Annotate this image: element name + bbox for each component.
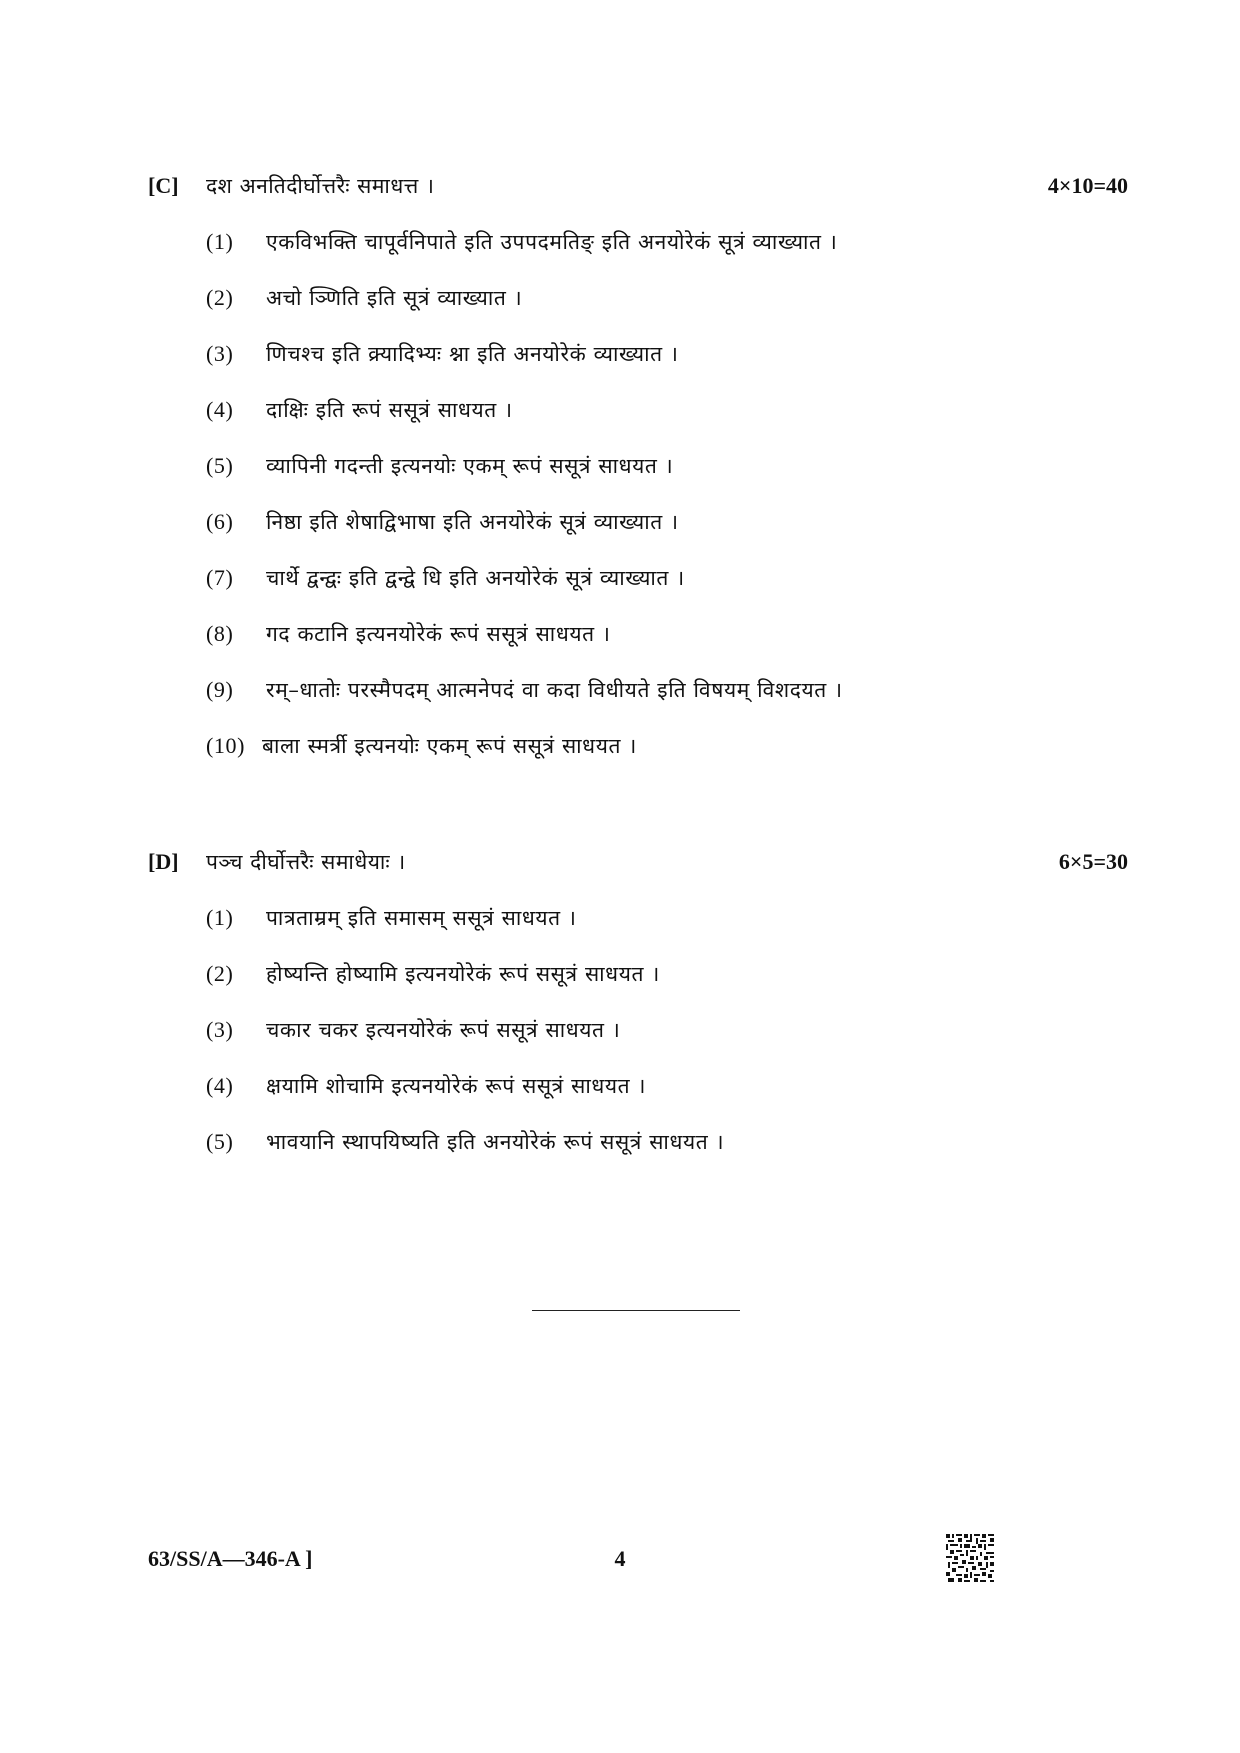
section-d-header [148, 848, 1128, 888]
question-number: (5) [206, 453, 234, 478]
section-c-marks: 4×10=40 [1047, 173, 1128, 198]
question-text: अचो ञ्णिति इति सूत्रं व्याख्यात । [266, 286, 523, 310]
question-text: पात्रताम्रम् इति समासम् ससूत्रं साधयत । [266, 906, 577, 930]
question-number: (8) [206, 621, 234, 646]
question-item [206, 960, 1128, 1016]
question-item [206, 452, 1128, 508]
question-number: (10) [206, 733, 246, 758]
section-d-title: पञ्च दीर्घोत्तरैः समाधेयाः । [206, 850, 406, 874]
question-item [206, 228, 1128, 284]
section-c-header [148, 172, 1128, 212]
question-number: (4) [206, 397, 234, 422]
question-text: चार्थे द्वन्द्वः इति द्वन्द्वे धि इति अनयोरेकं सूत्रं व्याख्यात । [266, 566, 685, 590]
question-number: (6) [206, 509, 234, 534]
question-number: (4) [206, 1073, 234, 1098]
question-text: बाला स्मर्त्री इत्यनयोः एकम् रूपं ससूत्रं साधयत । [262, 734, 637, 758]
section-d [148, 848, 1128, 1184]
section-c [148, 172, 1128, 788]
question-item [206, 508, 1128, 564]
question-text: णिचश्च इति क्र्यादिभ्यः श्ना इति अनयोरेकं व्याख्यात । [266, 342, 679, 366]
question-text: निष्ठा इति शेषाद्विभाषा इति अनयोरेकं सूत्रं व्याख्यात । [266, 510, 679, 534]
question-item [206, 396, 1128, 452]
section-d-question-list [148, 904, 1128, 1184]
question-number: (5) [206, 1129, 234, 1154]
question-text: क्षयामि शोचामि इत्यनयोरेकं रूपं ससूत्रं साधयत । [266, 1074, 647, 1098]
question-text: व्यापिनी गदन्ती इत्यनयोः एकम् रूपं ससूत्रं साधयत । [266, 454, 674, 478]
question-text: रम्–धातोः परस्मैपदम् आत्मनेपदं वा कदा विधीयते इति विषयम् विशदयत । [266, 678, 843, 702]
question-text: दाक्षिः इति रूपं ससूत्रं साधयत । [266, 398, 513, 422]
paper-code: 63/SS/A—346-A ] [148, 1546, 313, 1571]
section-c-title: दश अनतिदीर्घोत्तरैः समाधत्त । [206, 174, 435, 198]
question-number: (3) [206, 341, 234, 366]
question-item [206, 620, 1128, 676]
question-text: एकविभक्ति चापूर्वनिपाते इति उपपदमतिङ् इति अनयोरेकं सूत्रं व्याख्यात । [266, 230, 838, 254]
question-item [206, 1072, 1128, 1128]
question-number: (2) [206, 285, 234, 310]
question-item [206, 564, 1128, 620]
question-number: (9) [206, 677, 234, 702]
section-c-label: [C] [148, 173, 179, 198]
question-item [206, 340, 1128, 396]
page-number: 4 [614, 1546, 626, 1571]
question-number: (1) [206, 905, 234, 930]
question-item [206, 676, 1128, 732]
section-d-label: [D] [148, 849, 179, 874]
question-item [206, 1128, 1128, 1184]
question-number: (3) [206, 1017, 234, 1042]
question-text: होष्यन्ति होष्यामि इत्यनयोरेकं रूपं ससूत्रं साधयत । [266, 962, 660, 986]
question-text: भावयानि स्थापयिष्यति इति अनयोरेकं रूपं ससूत्रं साधयत । [266, 1130, 725, 1154]
question-text: गद कटानि इत्यनयोरेकं रूपं ससूत्रं साधयत । [266, 622, 611, 646]
end-of-paper-rule [532, 1310, 740, 1311]
question-number: (7) [206, 565, 234, 590]
question-number: (1) [206, 229, 234, 254]
question-item [206, 732, 1128, 788]
question-item [206, 904, 1128, 960]
page-footer [0, 1546, 1240, 1606]
section-c-question-list [148, 228, 1128, 788]
question-item [206, 1016, 1128, 1072]
question-item [206, 284, 1128, 340]
question-text: चकार चकर इत्यनयोरेकं रूपं ससूत्रं साधयत । [266, 1018, 621, 1042]
qr-code-icon [946, 1534, 994, 1582]
section-d-marks: 6×5=30 [1058, 849, 1128, 874]
question-number: (2) [206, 961, 234, 986]
